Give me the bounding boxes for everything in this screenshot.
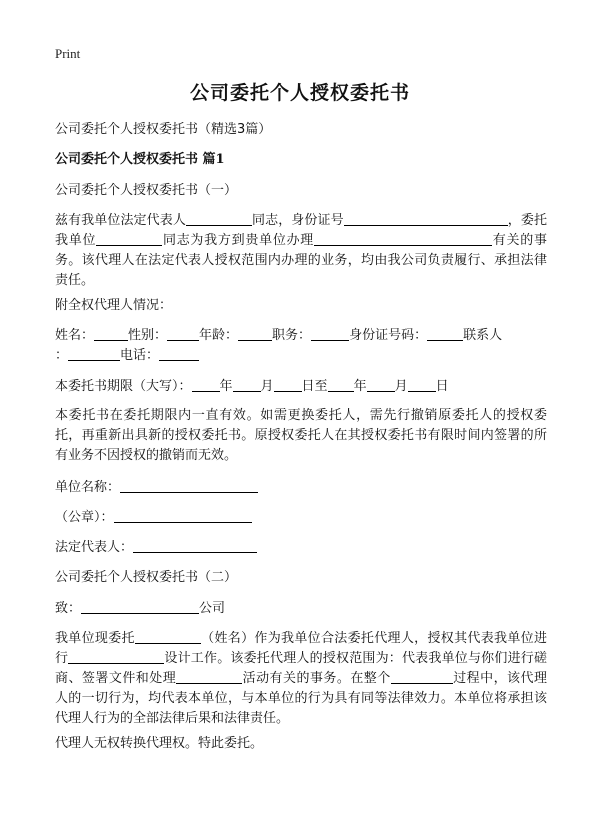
p1-text-c: ，委托我单位 bbox=[55, 213, 547, 248]
agent-info-row bbox=[55, 326, 502, 346]
start-month-label: 月 bbox=[260, 379, 274, 394]
section-heading-1: 公司委托个人授权委托书 篇1 bbox=[55, 152, 225, 167]
contact-label: 联系人 bbox=[463, 328, 503, 343]
part1-heading: 公司委托个人授权委托书（一） bbox=[55, 183, 238, 198]
document-title: 公司委托个人授权委托书 bbox=[189, 82, 410, 104]
agent-blank bbox=[135, 629, 201, 644]
seal-label: （公章）： bbox=[55, 510, 114, 525]
to-label: 致： bbox=[55, 601, 82, 616]
position-label: 职务： bbox=[272, 328, 312, 343]
name-blank bbox=[94, 326, 128, 341]
unit-name-row bbox=[55, 478, 258, 498]
company-label: 公司 bbox=[199, 601, 226, 616]
company-blank bbox=[81, 599, 199, 614]
end-day-label: 日 bbox=[435, 379, 449, 394]
legal-rep-blank bbox=[133, 538, 257, 553]
seal-blank bbox=[114, 508, 252, 523]
matter-blank bbox=[314, 231, 492, 246]
p2-text-e: 过程中，该代理人的一切行为，均代表本单位，与本单位的行为具有同等法律效力。本单位将承担该代理人行为的全部法律后果和法律责任。 bbox=[55, 671, 547, 726]
p1-text-b: 同志，身份证号 bbox=[251, 213, 344, 228]
gender-blank bbox=[167, 326, 199, 341]
gender-label: 性别： bbox=[128, 328, 168, 343]
start-day-blank bbox=[274, 377, 302, 392]
p1-text-e: 有关的事务。该代理人在法定代表人授权范围内办理的业务，均由我公司负责履行、承担法律责任。 bbox=[55, 233, 547, 288]
p1-text-a: 兹有我单位法定代表人 bbox=[55, 213, 186, 228]
agent-name-blank bbox=[96, 231, 162, 246]
attach-info: 附全权代理人情况： bbox=[55, 298, 173, 313]
agent-info-row-2 bbox=[55, 346, 199, 366]
print-link[interactable]: Print bbox=[55, 46, 81, 61]
rep-name-blank bbox=[186, 211, 252, 226]
p2-text-c: 设计工作。该委托代理人的授权范围为：代表我单位与你们进行磋商、签署文件和处理 bbox=[55, 651, 547, 686]
process-blank bbox=[391, 669, 453, 684]
legal-rep-row bbox=[55, 538, 257, 558]
id-blank bbox=[427, 326, 463, 341]
phone-label: 电话： bbox=[120, 348, 160, 363]
seal-row bbox=[55, 508, 252, 528]
end-month-blank bbox=[367, 377, 395, 392]
contact-blank bbox=[68, 346, 120, 361]
legal-rep-label: 法定代表人： bbox=[55, 540, 134, 555]
id-number-blank bbox=[344, 211, 508, 226]
period-row bbox=[55, 377, 449, 397]
end-month-label: 月 bbox=[394, 379, 408, 394]
start-year-blank bbox=[192, 377, 220, 392]
end-year-blank bbox=[328, 377, 354, 392]
subtitle: 公司委托个人授权委托书（精选3篇） bbox=[55, 122, 272, 137]
name-label: 姓名： bbox=[55, 328, 95, 343]
authorization-paragraph-2 bbox=[55, 629, 547, 729]
p2-text-a: 我单位现委托 bbox=[55, 631, 135, 646]
age-label: 年龄： bbox=[199, 328, 239, 343]
to-line bbox=[55, 599, 225, 619]
start-month-blank bbox=[233, 377, 261, 392]
authorization-paragraph-1 bbox=[55, 211, 547, 291]
p1-text-d: 同志为我方到贵单位办理 bbox=[162, 233, 315, 248]
final-line: 代理人无权转换代理权。特此委托。 bbox=[55, 736, 264, 751]
contact-colon: ： bbox=[55, 348, 69, 363]
activity-blank bbox=[176, 669, 242, 684]
start-year-label: 年 bbox=[219, 379, 233, 394]
project-blank bbox=[68, 649, 164, 664]
position-blank bbox=[311, 326, 349, 341]
p2-text-d: 活动有关的事务。在整个 bbox=[242, 671, 391, 686]
age-blank bbox=[238, 326, 272, 341]
day-to-label: 日至 bbox=[301, 379, 328, 394]
unit-name-label: 单位名称： bbox=[55, 480, 121, 495]
end-day-blank bbox=[408, 377, 436, 392]
validity-paragraph: 本委托书在委托期限内一直有效。如需更换委托人，需先行撤销原委托人的授权委托，再重新出具新的授权委托书。原授权委托人在其授权委托书有限时间内签署的所有业务不因授权的撤销而无效。 bbox=[55, 408, 547, 463]
end-year-label: 年 bbox=[353, 379, 367, 394]
unit-name-blank bbox=[120, 478, 258, 493]
phone-blank bbox=[159, 346, 199, 361]
p2-text-b: （姓名）作为我单位合法委托代理人，授权其代表我单位进行 bbox=[55, 631, 547, 666]
period-label: 本委托书期限（大写）： bbox=[55, 379, 192, 394]
id-label: 身份证号码： bbox=[349, 328, 428, 343]
part2-heading: 公司委托个人授权委托书（二） bbox=[55, 570, 238, 585]
